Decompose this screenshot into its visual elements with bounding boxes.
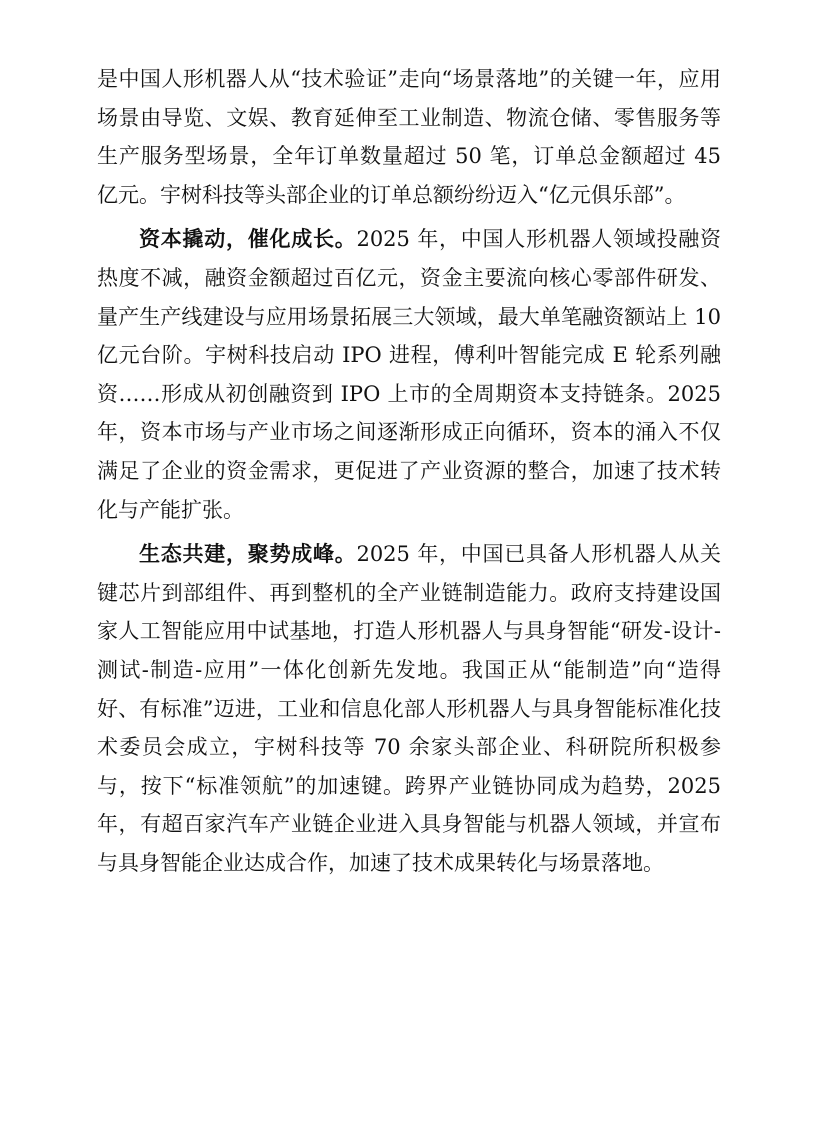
paragraph-heading: 生态共建，聚势成峰。 [139, 541, 357, 567]
paragraph-text: 2025 年，中国人形机器人领域投融资热度不减，融资金额超过百亿元，资金主要流向核心零部件研发、量产生产线建设与应用场景拓展三大领域，最大单笔融资额站上 10 亿元台阶。宇树科技启动 IPO 进程，傅利叶智能完成 E 轮系列融资……形成从初创融资到 IPO 上市的全周期资本支持链条。2025 年，资本市场与产业市场之间逐渐形成正向循环，资本的涌入不仅满足了企业的资金需求，更促进了产业资源的整合，加速了技术转化与产能扩张。 [97, 227, 721, 522]
paragraph-heading: 资本撬动，催化成长。 [139, 226, 357, 252]
paragraph-continuation [97, 60, 721, 214]
paragraph-text: 2025 年，中国已具备人形机器人从关键芯片到部组件、再到整机的全产业链制造能力。政府支持建设国家人工智能应用中试基地，打造人形机器人与具身智能“研发-设计-测试-制造-应用”一体化创新先发地。我国正从“能制造”向“造得好、有标准”迈进，工业和信息化部人形机器人与具身智能标准化技术委员会成立，宇树科技等 70 余家头部企业、科研院所积极参与，按下“标准领航”的加速键。跨界产业链协同成为趋势，2025 年，有超百家汽车产业链企业进入具身智能与机器人领域，并宣布与具身智能企业达成合作，加速了技术成果转化与场景落地。 [97, 542, 721, 875]
paragraph-ecosystem [97, 535, 721, 882]
paragraph-capital [97, 220, 721, 529]
paragraph-text: 是中国人形机器人从“技术验证”走向“场景落地”的关键一年，应用场景由导览、文娱、教育延伸至工业制造、物流仓储、零售服务等生产服务型场景，全年订单数量超过 50 笔，订单总金额超过 45 亿元。宇树科技等头部企业的订单总额纷纷迈入“亿元俱乐部”。 [97, 67, 721, 207]
document-body [97, 60, 721, 888]
